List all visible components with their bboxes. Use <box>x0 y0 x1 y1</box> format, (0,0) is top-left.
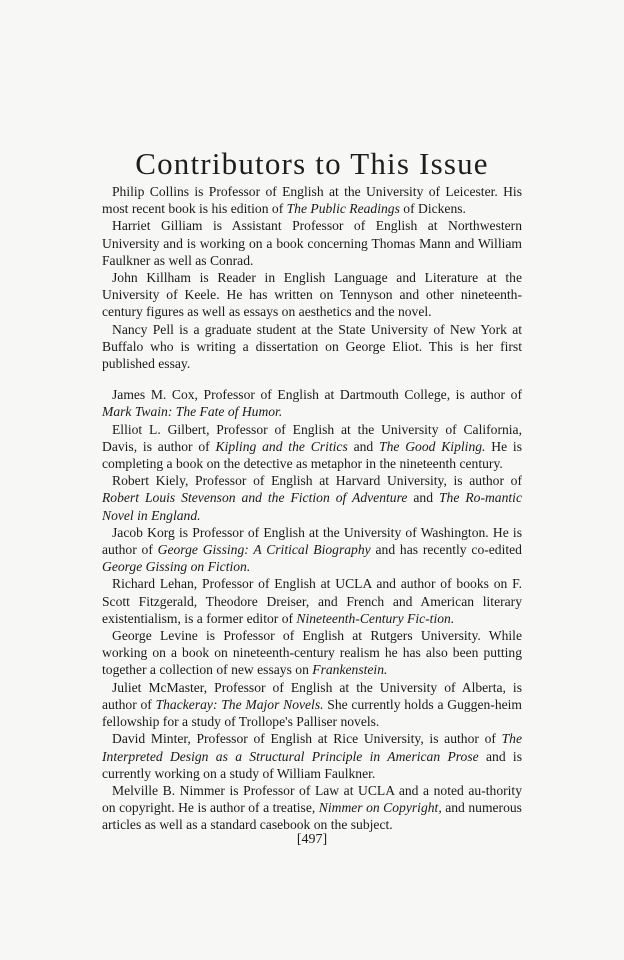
contributor-entry: James M. Cox, Professor of English at Dartmouth College, is author of Mark Twain: The Fate of Humor. <box>102 387 522 420</box>
contributor-entry: John Killham is Reader in English Language and Literature at the University of Keele. He has written on Tennyson and other nineteenth-century figures as well as essays on aesthetics and the novel. <box>102 270 522 320</box>
contributor-entry: Nancy Pell is a graduate student at the State University of New York at Buffalo who is writing a dissertation on George Eliot. This is her first published essay. <box>102 321 522 372</box>
contributor-entry: Philip Collins is Professor of English at the University of Leicester. His most recent book is his edition of The Public Readings of Dickens. <box>102 184 522 217</box>
contributor-entry: Jacob Korg is Professor of English at the University of Washington. He is author of George Gissing: A Critical Biography and has recently co-edited George Gissing on Fiction. <box>102 524 522 575</box>
contributor-entry: George Levine is Professor of English at Rutgers University. While working on a book on nineteenth-century realism he has also been putting together a collection of new essays on Frankenstein. <box>102 628 522 678</box>
contributor-entry: David Minter, Professor of English at Rice University, is author of The Interpreted Design as a Structural Principle in American Prose and is currently working on a study of William Faulkner. <box>102 731 522 781</box>
contributor-entry: Robert Kiely, Professor of English at Harvard University, is author of Robert Louis Stevenson and the Fiction of Adventure and The Ro-mantic Novel in England. <box>102 473 522 523</box>
section-gap <box>102 372 522 386</box>
contributor-entry: Elliot L. Gilbert, Professor of English at the University of California, Davis, is author of Kipling and the Critics and The Good Kipling. He is completing a book on the detective as metaphor in the nineteenth century. <box>102 421 522 472</box>
contributor-entry: Harriet Gilliam is Assistant Professor of English at Northwestern University and is working on a book concerning Thomas Mann and William Faulkner as well as Conrad. <box>102 218 522 268</box>
page-title: Contributors to This Issue <box>135 146 489 181</box>
page-number: [497] <box>296 832 328 847</box>
contributor-entry: Juliet McMaster, Professor of English at the University of Alberta, is author of Thackeray: The Major Novels. She currently holds a Guggen-heim fellowship for a study of Trollope's Palliser novels. <box>102 679 523 730</box>
contributor-entry: Richard Lehan, Professor of English at UCLA and author of books on F. Scott Fitzgerald, Theodore Dreiser, and French and American literary existentialism, is a former editor of Nineteenth-Century Fic-tion. <box>102 576 522 626</box>
contributors-text <box>102 183 522 834</box>
contributor-entry: Melville B. Nimmer is Professor of Law at UCLA and a noted au-thority on copyright. He is author of a treatise, Nimmer on Copyright, and numerous articles as well as a standard casebook on the subject. <box>102 782 522 833</box>
